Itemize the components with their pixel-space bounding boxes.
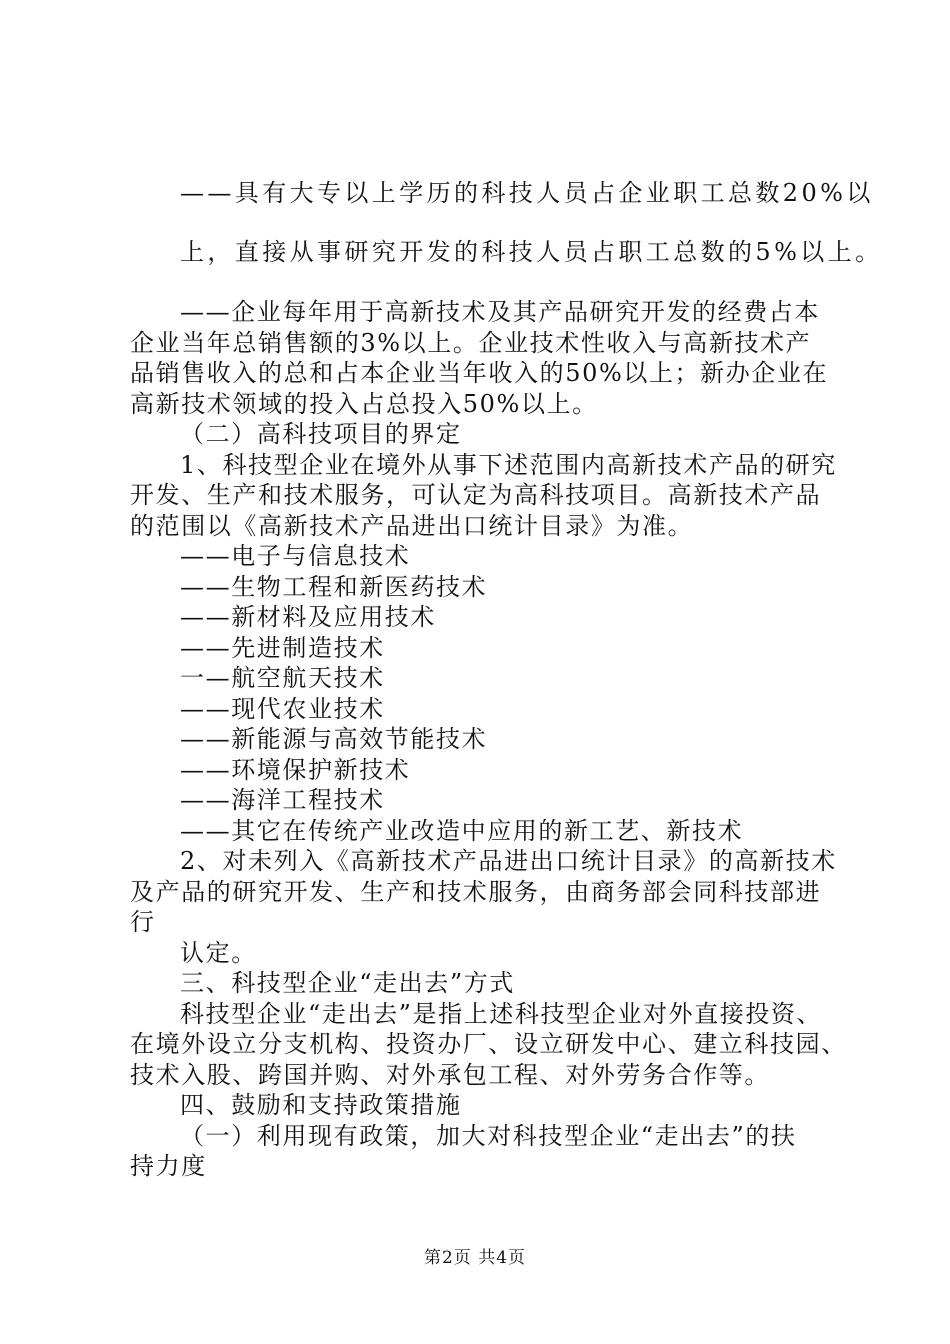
paragraph-line: 1、科技型企业在境外从事下述范围内高新技术产品的研究 (180, 451, 837, 479)
list-item: ——新材料及应用技术 (180, 603, 436, 631)
paragraph-line: 高新技术领域的投入占总投入50%以上。 (130, 390, 598, 418)
paragraph-line: 2、对未列入《高新技术产品进出口统计目录》的高新技术 (180, 847, 837, 875)
paragraph-line: 企业当年总销售额的3%以上。企业技术性收入与高新技术产 (130, 329, 812, 357)
list-item: ——其它在传统产业改造中应用的新工艺、新技术 (180, 817, 744, 845)
list-item: ——海洋工程技术 (180, 786, 385, 814)
page-footer: 第2页 共4页 (423, 1248, 527, 1268)
paragraph-line: （一）利用现有政策，加大对科技型企业“走出去”的扶 (180, 1122, 797, 1150)
paragraph-line: 品销售收入的总和占本企业当年收入的50%以上；新办企业在 (130, 359, 829, 387)
paragraph-line: 技术入股、跨国并购、对外承包工程、对外劳务合作等。 (130, 1061, 770, 1089)
list-item: ——现代农业技术 (180, 695, 385, 723)
paragraph-line: 及产品的研究开发、生产和技术服务，由商务部会同科技部进 (130, 878, 822, 906)
paragraph-line: 的范围以《高新技术产品进出口统计目录》为准。 (130, 512, 694, 540)
paragraph-line: 上，直接从事研究开发的科技人员占职工总数的5%以上。 (180, 238, 883, 266)
list-item: ——新能源与高效节能技术 (180, 725, 488, 753)
paragraph-line: ——具有大专以上学历的科技人员占企业职工总数20%以 (180, 179, 874, 207)
list-item: ——电子与信息技术 (180, 542, 411, 570)
paragraph-line: 开发、生产和技术服务，可认定为高科技项目。高新技术产品 (130, 481, 822, 509)
list-item: 一—航空航天技术 (180, 664, 385, 692)
list-item: ——环境保护新技术 (180, 756, 411, 784)
list-item: ——生物工程和新医药技术 (180, 573, 488, 601)
section-heading: 三、科技型企业“走出去”方式 (180, 969, 515, 997)
paragraph-line: ——企业每年用于高新技术及其产品研究开发的经费占本 (180, 298, 820, 326)
paragraph-line: 认定。 (180, 939, 257, 967)
paragraph-line: 行 (130, 908, 156, 936)
section-heading: （二）高科技项目的界定 (180, 420, 462, 448)
section-heading: 四、鼓励和支持政策措施 (180, 1091, 462, 1119)
list-item: ——先进制造技术 (180, 634, 385, 662)
paragraph-line: 在境外设立分支机构、投资办厂、设立研发中心、建立科技园、 (130, 1030, 847, 1058)
paragraph-line: 持力度 (130, 1152, 207, 1180)
paragraph-line: 科技型企业“走出去”是指上述科技型企业对外直接投资、 (180, 1000, 823, 1028)
